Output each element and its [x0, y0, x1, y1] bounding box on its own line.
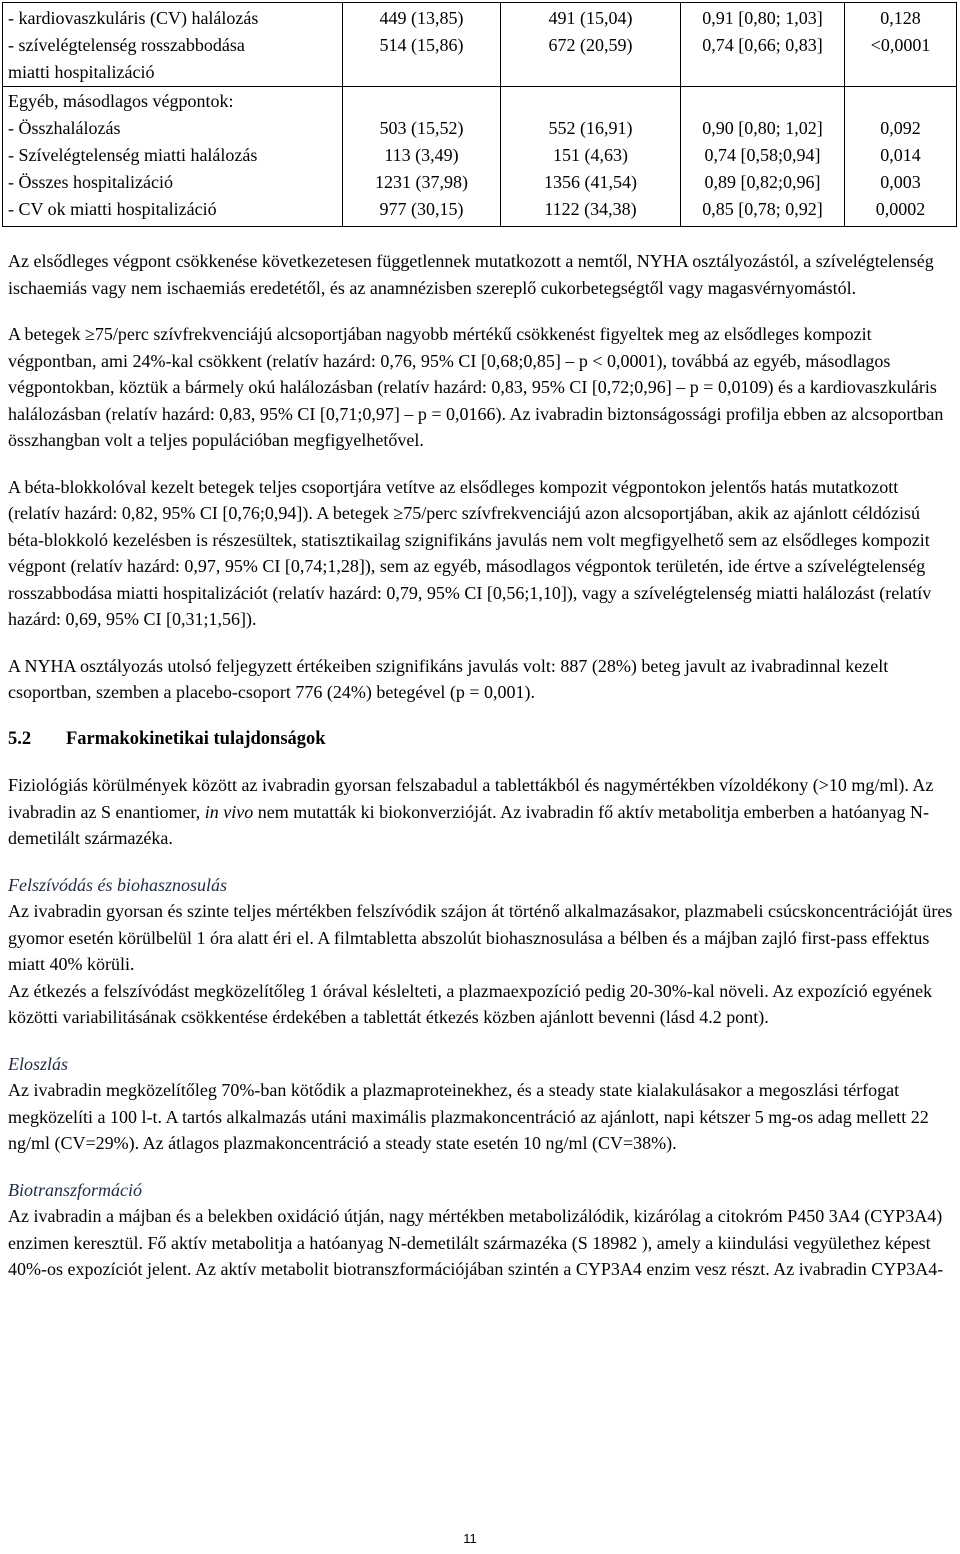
table-value: 0,003 — [880, 172, 921, 192]
table-value — [845, 88, 956, 115]
table-value: 0,85 [0,78; 0,92] — [702, 199, 823, 219]
table-row — [3, 3, 957, 87]
table-row — [3, 87, 957, 227]
paragraph — [8, 772, 954, 852]
paragraph: Az ivabradin a májban és a belekben oxidáció útján, nagy mértékben metabolizálódik, kizárólag a citokróm P450 3A4 (CYP3A4) enzimen keresztül. Fő aktív metabolitja a hatóanyag N-demetilált származéka (S 18982 ), amely a kiindulási vegyülethez képest 40%-os expozíciót jelent. Az aktív metabolit biotranszformációjában szintén a CYP3A4 enzim vesz részt. Az ivabradin CYP3A4- — [8, 1206, 944, 1279]
table-value: 1356 (41,54) — [544, 172, 637, 192]
hazard-ratio-cell — [681, 3, 845, 87]
paragraph: A béta-blokkolóval kezelt betegek teljes csoportjára vetítve az elsődleges kompozit végpontokon jelentős hatás mutatkozott (relatív hazárd: 0,82, 95% CI [0,76;0,94]). A betegek ≥75/perc szívfrekvenciájú azon alcsoportjában, akik az ajánlott céldózisú béta-blokkoló kezelésben is részesültek, statisztikailag szignifikáns javulás nem volt megfigyelhető sem az elsődleges kompozit végpont (relatív hazárd: 0,97, 95% CI [0,74;1,28]), sem az egyéb, másodlagos végpontok területén, ide értve a szívelégtelenség rosszabbodása miatti hospitalizációt (relatív hazárd: 0,79, 95% CI [0,56;1,10]), vagy a szívelégtelenség miatti halálozást (relatív hazárd: 0,69, 95% CI [0,31;1,56]). — [8, 476, 932, 629]
paragraph: Az elsődleges végpont csökkenése következetesen függetlennek mutatkozott a nemtől, NYHA osztályozástól, a szívelégtelenség ischaemiás vagy nem ischaemiás eredetétől, és az anamnézisben szereplő cukorbetegségtől vagy magasvérnyomástól. — [8, 251, 934, 298]
endpoint-label-cell — [3, 87, 343, 227]
table-value — [343, 88, 500, 115]
table-value — [501, 59, 680, 86]
section-number: 5.2 — [8, 728, 32, 749]
table-value: 1122 (34,38) — [544, 199, 637, 219]
paragraph: A NYHA osztályozás utolsó feljegyzett értékeiben szignifikáns javulás volt: 887 (28%) beteg javult az ivabradinnal kezelt csoportban, szemben a placebo-csoport 776 (24%) betegével (p = 0,001). — [8, 655, 889, 702]
ivabradine-cell — [343, 87, 501, 227]
table-value: 0,0002 — [875, 199, 926, 219]
p-value-cell — [845, 3, 957, 87]
p-value-cell — [845, 87, 957, 227]
endpoint-label: - Összhalálozás — [8, 118, 121, 138]
table-value: 0,74 [0,66; 0,83] — [702, 35, 823, 55]
paragraph: Az ivabradin megközelítőleg 70%-ban kötődik a plazmaproteinekhez, és a steady state kialakulásakor a megoszlási térfogat megközelíti a 100 l-t. A tartós alkalmazás utáni maximális plazmakoncentráció az ajánlott, napi kétszer 5 mg-os adag mellett 22 ng/ml (CV=29%). Az átlagos plazmakoncentráció a steady state esetén 10 ng/ml (CV=38%). — [8, 1080, 929, 1153]
table-value: 113 (3,49) — [384, 145, 459, 165]
section-heading — [8, 726, 954, 753]
endpoint-label: Egyéb, másodlagos végpontok: — [8, 91, 234, 111]
table-value — [681, 59, 844, 86]
section-title: Farmakokinetikai tulajdonságok — [66, 728, 326, 749]
intro-text: Fiziológiás körülmények között az ivabradin gyorsan felszabadul a tablettákból és nagymértékben vízoldékony (>10 mg/ml). Az ivabradin az S enantiomer, — [8, 775, 934, 822]
table-value: 0,89 [0,82;0,96] — [704, 172, 821, 192]
endpoint-label-cell — [3, 3, 343, 87]
endpoint-label: - CV ok miatti hospitalizáció — [8, 199, 217, 219]
endpoint-label: - Szívelégtelenség miatti halálozás — [8, 145, 258, 165]
table-value — [501, 88, 680, 115]
table-value: 672 (20,59) — [548, 35, 633, 55]
paragraph: Az ivabradin gyorsan és szinte teljes mértékben felszívódik szájon át történő alkalmazásakor, plazmabeli csúcskoncentrációját üres gyomor esetén körülbelül 1 óra alatt éri el. A filmtabletta abszolút biohasznosulása a bélben és a májban zajló first-pass effektus miatt 40% körüli. — [8, 901, 953, 974]
endpoint-label: miatti hospitalizáció — [8, 62, 155, 82]
table-value — [343, 59, 500, 86]
table-value: 503 (15,52) — [379, 118, 464, 138]
placebo-cell — [501, 87, 681, 227]
table-value: 491 (15,04) — [548, 8, 633, 28]
table-value: 151 (4,63) — [553, 145, 628, 165]
table-value — [681, 88, 844, 115]
placebo-cell — [501, 3, 681, 87]
subsection-title: Felszívódás és biohasznosulás — [8, 874, 228, 895]
body-text — [8, 248, 954, 1283]
table-value: 552 (16,91) — [548, 118, 633, 138]
page-number: 11 — [463, 1531, 477, 1546]
table-value: 0,74 [0,58;0,94] — [704, 145, 821, 165]
intro-text: nem mutatták ki biokonverzióját. Az ivabradin fő aktív metabolitja emberben a hatóanyag N-demetilált származéka. — [8, 801, 929, 848]
table-value: 0,092 — [880, 118, 921, 138]
table-value: 0,90 [0,80; 1,02] — [702, 118, 823, 138]
endpoint-label: - kardiovaszkuláris (CV) halálozás — [8, 8, 259, 28]
endpoint-label: - szívelégtelenség rosszabbodása — [8, 35, 245, 55]
paragraph: A betegek ≥75/perc szívfrekvenciájú alcsoportjában nagyobb mértékű csökkenést figyeltek meg az elsődleges kompozit végpontban, ami 24%-kal csökkent (relatív hazárd: 0,76, 95% CI [0,68;0,85] – p < 0,0001), továbbá az egyéb, másodlagos végpontokban, köztük a bármely okú halálozásban (relatív hazárd: 0,83, 95% CI [0,72;0,96] – p = 0,0109) és a kardiovaszkuláris halálozásban (relatív hazárd: 0,83, 95% CI [0,71;0,97] – p = 0,0166). Az ivabradin biztonságossági profilja ebben az alcsoportban összhangban volt a teljes populációban megfigyelhetővel. — [8, 324, 944, 450]
subsection-title: Eloszlás — [8, 1053, 69, 1074]
ivabradine-cell — [343, 3, 501, 87]
hazard-ratio-cell — [681, 87, 845, 227]
subsection-title: Biotranszformáció — [8, 1179, 143, 1200]
intro-italic: in vivo — [204, 801, 254, 822]
table-value: <0,0001 — [870, 35, 931, 55]
table-value: 514 (15,86) — [379, 35, 464, 55]
table-value: 977 (30,15) — [379, 199, 464, 219]
paragraph: Az étkezés a felszívódást megközelítőleg 1 órával késlelteti, a plazmaexpozíció pedig 20-30%-kal növeli. Az expozíció egyének közötti variabilitásának csökkentése érdekében a tablettát étkezés közben ajánlott bevenni (lásd 4.2 pont). — [8, 980, 933, 1027]
table-value — [845, 59, 956, 86]
table-value: 0,014 — [880, 145, 921, 165]
table-value: 1231 (37,98) — [375, 172, 468, 192]
table-value: 0,128 — [880, 8, 921, 28]
table-value: 449 (13,85) — [379, 8, 464, 28]
table-value: 0,91 [0,80; 1,03] — [702, 8, 823, 28]
endpoint-label: - Összes hospitalizáció — [8, 172, 173, 192]
results-table — [2, 2, 957, 227]
